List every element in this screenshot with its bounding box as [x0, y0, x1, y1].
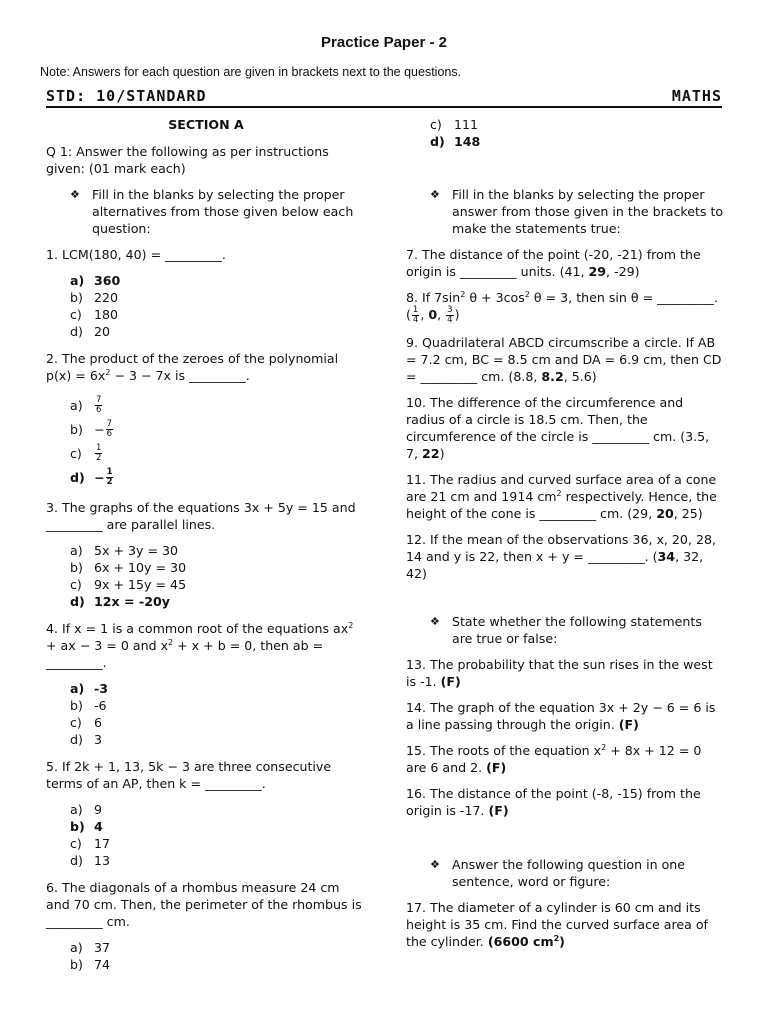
diamond-bullet-icon: ❖ — [430, 615, 440, 628]
fill-instruction — [430, 186, 724, 237]
option: a) 9 — [70, 802, 103, 817]
question-8: 8. If $7\sin^2$ $\theta + 3\cos^2$ θ = 3, then sin θ = _________. ( $\frac{1}{4}$ , 0, $\frac{3}{4}$ ) — [406, 289, 718, 325]
option: d) 20 — [70, 324, 111, 339]
question-4-options — [70, 680, 366, 748]
question-11: 11. The radius and curved surface area of a cone are 21 cm and 1914 $cm^2$ respectively. Hence, the height of the cone is _________ cm. (29, 20, 25) — [406, 472, 717, 521]
question-1: 1. LCM(180, 40) = _________. — [46, 247, 226, 262]
question-5: 5. If 2k + 1, 13, 5k − 3 are three consecutive terms of an AP, then k = _________. — [46, 759, 332, 791]
diamond-bullet-icon: ❖ — [430, 188, 440, 201]
question-6-options-continued — [430, 116, 724, 150]
question-10: 10. The difference of the circumference and radius of a circle is 18.5 cm. Then, the circumference of the circle is _________ cm. (3.5, 7, 22) — [406, 395, 710, 461]
tf-instruction — [430, 613, 724, 647]
q1-instruction: Q 1: Answer the following as per instructions given: (01 mark each) — [46, 144, 329, 176]
option: d) 148 — [430, 134, 481, 149]
question-15: 15. The roots of the equation $x^2 + 8x + 12 = 0$ are 6 and 2. (F) — [406, 742, 702, 775]
question-1-options — [70, 272, 366, 340]
page-title: Practice Paper - 2 — [321, 34, 447, 51]
option: a) 360 — [70, 273, 121, 288]
fill-instruction-text: Fill in the blanks by selecting the proper answer from those given in the brackets to make the statements true: — [452, 187, 724, 236]
option: c) 6 — [70, 715, 103, 730]
question-4: 4. If x = 1 is a common root of the equations $ax^2$ + ax − 3 = 0 and $x^2 + x + b = 0$, then ab = _________. — [46, 620, 354, 670]
question-2: 2. The product of the zeroes of the polynomial $p(x) = 6x^2 - 3 - 7x$ is _________. — [46, 351, 339, 383]
one-word-instruction — [430, 856, 724, 890]
question-3: 3. The graphs of the equations 3x + 5y = 15 and _________ are parallel lines. — [46, 500, 356, 532]
option: a) 7 6 — [70, 394, 102, 415]
option: b) − $\frac{7}{6}$ — [70, 418, 112, 439]
tf-instruction-text: State whether the following statements are true or false: — [452, 614, 702, 646]
option: d) 13 — [70, 853, 111, 868]
option: b) 74 — [70, 957, 111, 972]
question-3-options — [70, 542, 366, 610]
option: a) -3 — [70, 681, 108, 696]
option: c) 180 — [70, 307, 119, 322]
option: b) -6 — [70, 698, 107, 713]
question-12: 12. If the mean of the observations 36, x, 20, 28, 14 and y is 22, then x + y = _________. (34, 32, 42) — [406, 532, 716, 581]
question-14: 14. The graph of the equation 3x + 2y − 6 = 6 is a line passing through the origin. (F) — [406, 700, 716, 732]
subject-label: MATHS — [671, 87, 722, 105]
option: d) 12x = -20y — [70, 594, 170, 609]
question-6: 6. The diagonals of a rhombus measure 24 cm and 70 cm. Then, the perimeter of the rhombus is _________ cm. — [46, 880, 362, 929]
option: c) 17 — [70, 836, 111, 851]
question-9: 9. Quadrilateral ABCD circumscribe a circle. If AB = 7.2 cm, BC = 8.5 cm and DA = 6.9 cm, then CD = _________ cm. (8.8, 8.2, 5.6) — [406, 335, 722, 384]
right-column — [406, 116, 724, 959]
mcq-instruction — [70, 186, 366, 237]
option: a) 5x + 3y = 30 — [70, 543, 179, 558]
option: d) 3 — [70, 732, 103, 747]
question-6-options — [70, 939, 366, 973]
diamond-bullet-icon: ❖ — [70, 188, 80, 201]
mcq-instruction-text: Fill in the blanks by selecting the proper alternatives from those given below each question: — [92, 187, 354, 236]
option: c) 111 — [430, 117, 479, 132]
diamond-bullet-icon: ❖ — [430, 858, 440, 871]
option: c) 9x + 15y = 45 — [70, 577, 187, 592]
question-5-options — [70, 801, 366, 869]
option: b) 4 — [70, 819, 103, 834]
question-13: 13. The probability that the sun rises in the west is -1. (F) — [406, 657, 713, 689]
question-7: 7. The distance of the point (-20, -21) from the origin is _________ units. (41, 29, -29) — [406, 247, 701, 279]
question-2-options — [70, 393, 366, 489]
option: c) 1 2 — [70, 442, 102, 463]
standard-banner — [46, 88, 722, 108]
note-text: Note: Answers for each question are given in brackets next to the questions. — [40, 65, 462, 79]
standard-label: STD: 10/STANDARD — [46, 87, 207, 105]
left-column — [46, 116, 366, 983]
question-16: 16. The distance of the point (-8, -15) from the origin is -17. (F) — [406, 786, 701, 818]
option: b) 220 — [70, 290, 119, 305]
question-17: 17. The diameter of a cylinder is 60 cm and its height is 35 cm. Find the curved surface area of the cylinder. (6600 $cm^2$) — [406, 900, 708, 949]
option: a) 37 — [70, 940, 111, 955]
option: b) 6x + 10y = 30 — [70, 560, 187, 575]
section-title: SECTION A — [168, 117, 244, 132]
one-word-instruction-text: Answer the following question in one sentence, word or figure: — [452, 857, 686, 889]
option: d) − $\frac{1}{2}$ — [70, 466, 113, 487]
